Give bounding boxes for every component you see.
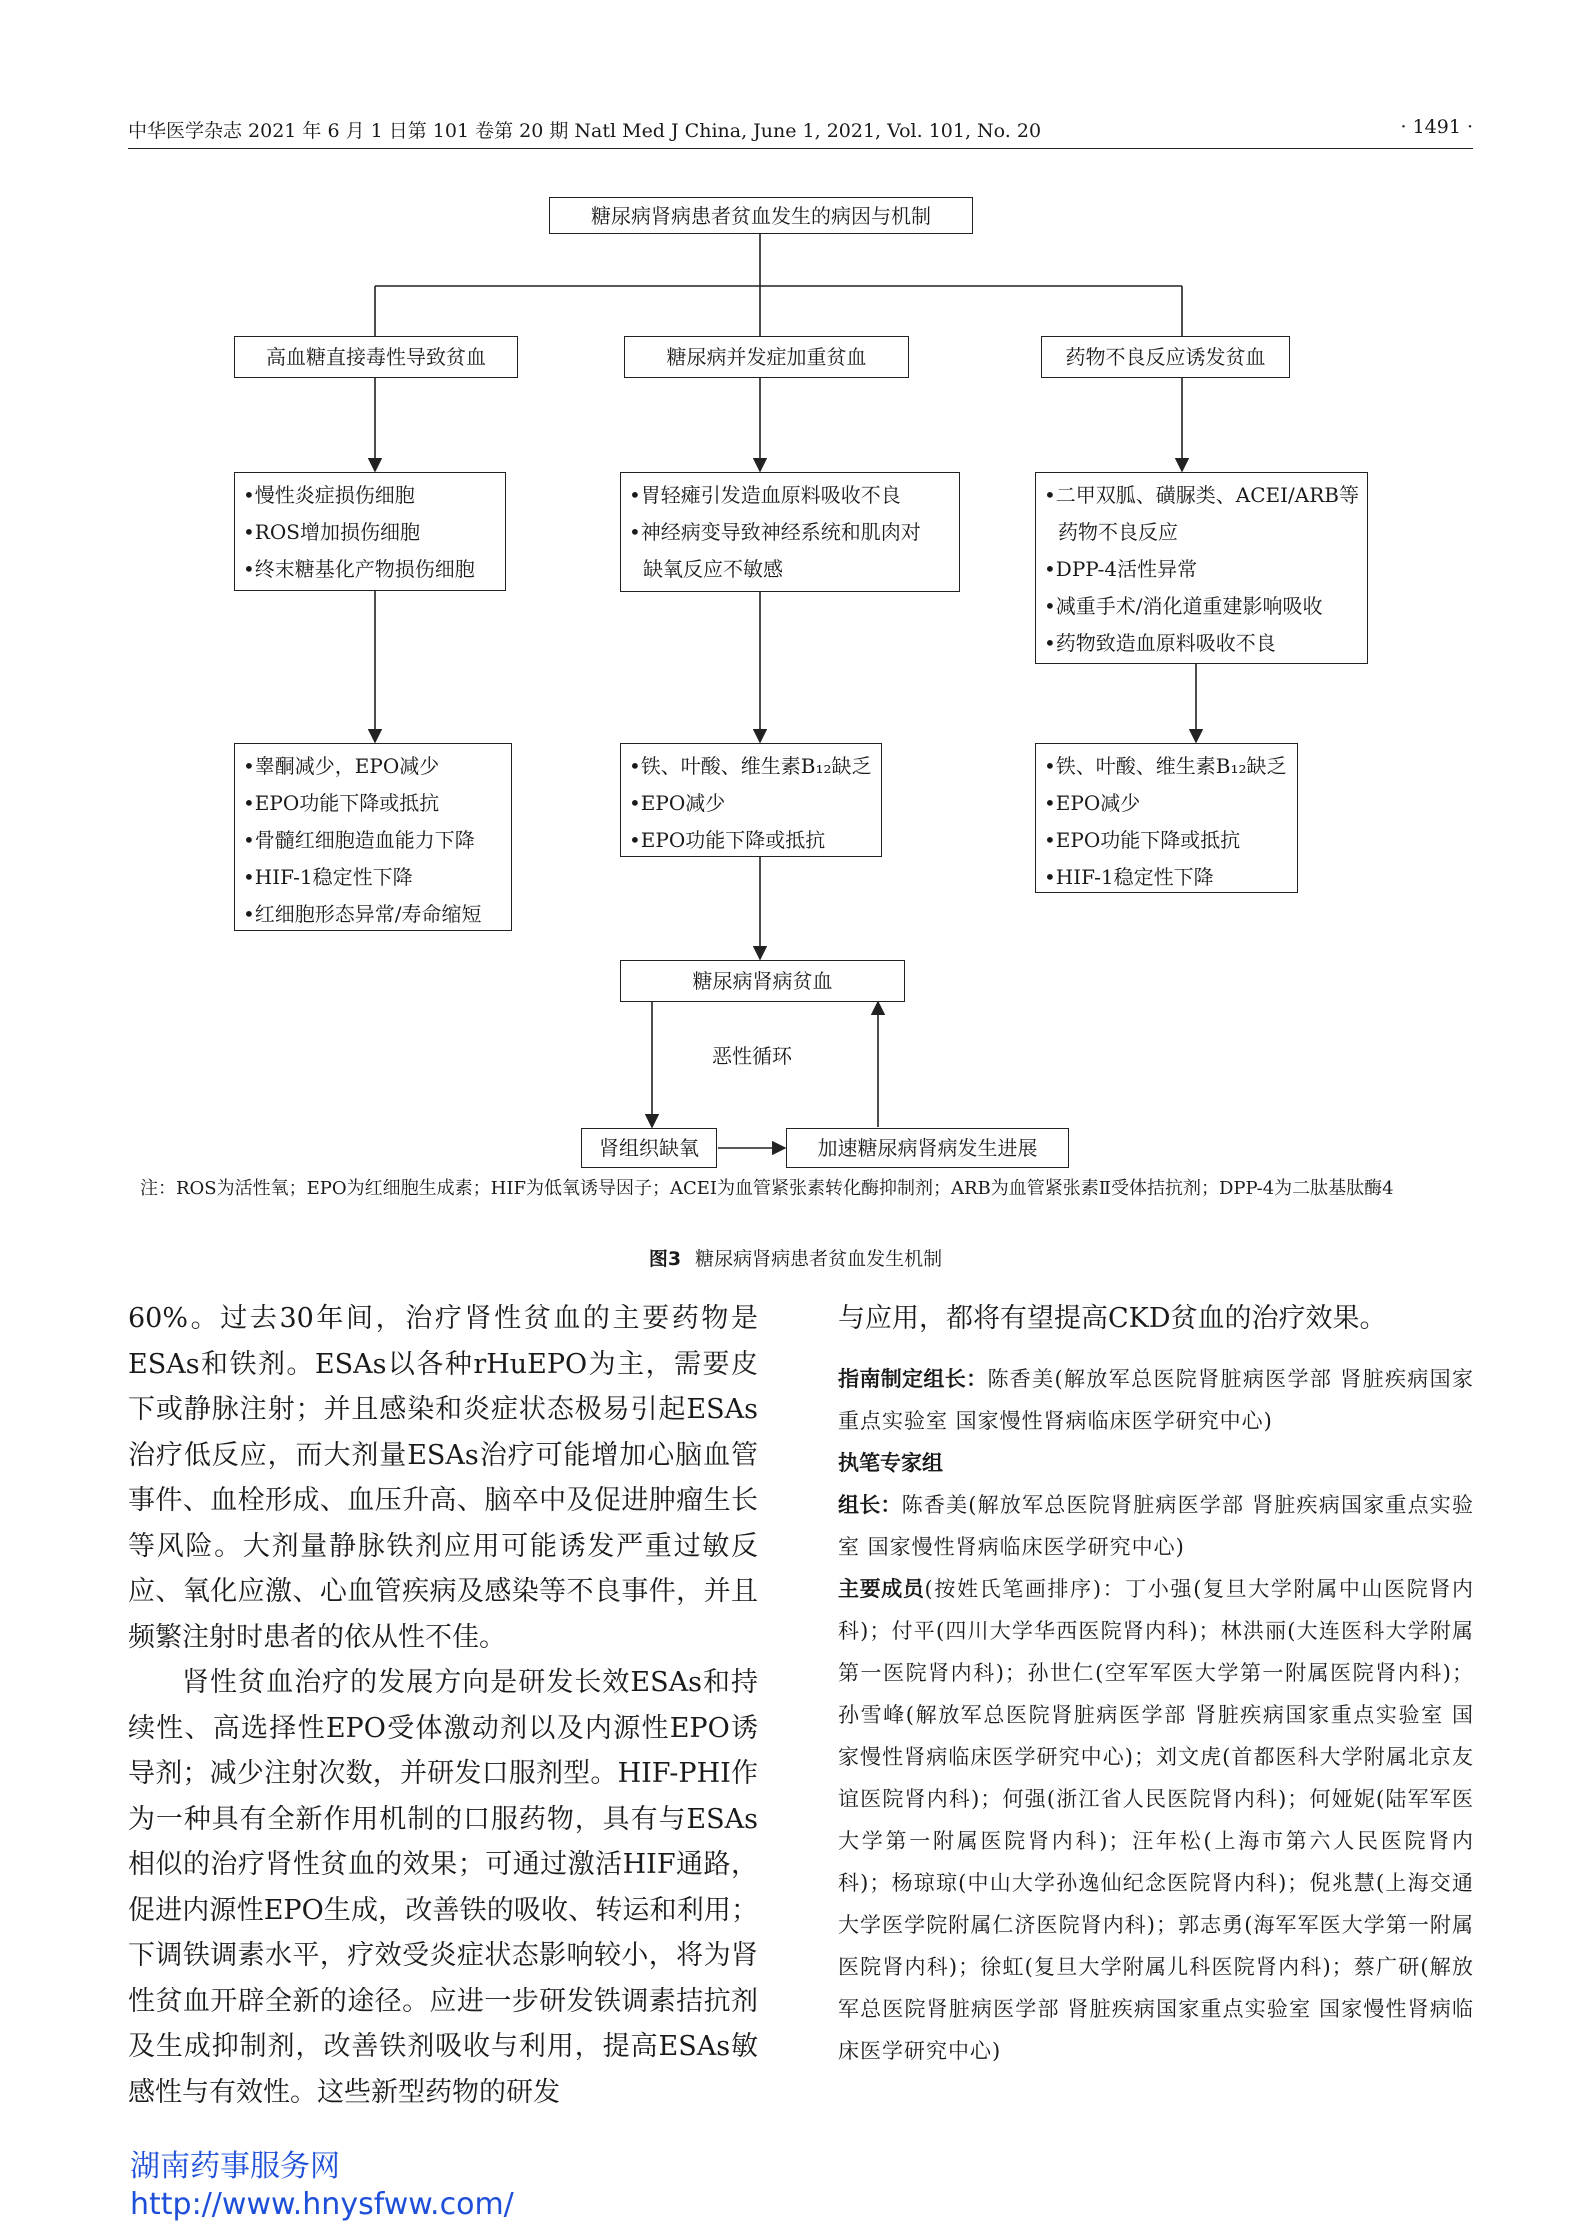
root-label: 糖尿病肾病患者贫血发生的病因与机制 [591,204,931,228]
list-item: •减重手术/消化道重建影响吸收 [1044,594,1323,618]
list-item: •慢性炎症损伤细胞 [243,483,415,507]
credit-text: 陈香美(解放军总医院肾脏病医学部 肾脏疾病国家重点实验室 国家慢性肾病临床医学研究中心) [838,1492,1474,1559]
figure-note: 注：ROS为活性氧；EPO为红细胞生成素；HIF为低氧诱导因子；ACEI为血管紧张素转化酶抑制剂；ARB为血管紧张素Ⅱ受体拮抗剂；DPP-4为二肽基肽酶4 [140,1178,1394,1199]
list-item: •HIF-1稳定性下降 [243,865,413,889]
outcome-label: 糖尿病肾病贫血 [692,969,833,993]
figure-title: 糖尿病肾病患者贫血发生机制 [695,1248,943,1270]
list-item: •DPP-4活性异常 [1044,557,1198,581]
branch-title: 高血糖直接毒性导致贫血 [266,345,486,369]
progression-label: 加速糖尿病肾病发生进展 [817,1136,1038,1160]
cause-box-complications [620,472,960,592]
watermark-url[interactable]: http://www.hnysfww.com/ [130,2187,514,2222]
list-item: •铁、叶酸、维生素B₁₂缺乏 [1044,754,1287,778]
list-item: •EPO功能下降或抵抗 [1044,828,1241,852]
branch-box-hyperglycemia [234,336,518,378]
list-item: •终末糖基化产物损伤细胞 [243,557,475,581]
list-item: •HIF-1稳定性下降 [1044,865,1214,889]
figure-caption [0,1244,1591,1271]
list-item: 缺氧反应不敏感 [643,557,783,581]
list-item: •药物致造血原料吸收不良 [1044,631,1276,655]
list-item: •红细胞形态异常/寿命缩短 [243,902,482,926]
body-right-column [838,1296,1474,2072]
list-item: •EPO功能下降或抵抗 [629,828,826,852]
list-item: •ROS增加损伤细胞 [243,520,420,544]
cause-box-hyperglycemia [234,472,506,591]
writing-panel-heading [838,1442,1474,1484]
credit-label: 执笔专家组 [838,1450,943,1475]
list-item: •EPO减少 [629,791,726,815]
panel-members [838,1568,1474,2072]
list-item: •神经病变导致神经系统和肌肉对 [629,520,921,544]
list-item: •EPO功能下降或抵抗 [243,791,440,815]
list-item: •EPO减少 [1044,791,1141,815]
credit-label: 主要成员 [838,1576,925,1601]
body-paragraph: 60%。过去30年间，治疗肾性贫血的主要药物是ESAs和铁剂。ESAs以各种rHuEPO为主，需要皮下或静脉注射；并且感染和炎症状态极易引起ESAs治疗低反应，而大剂量ESAs治疗可能增加心脑血管事件、血栓形成、血压升高、脑卒中及促进肿瘤生长等风险。大剂量静脉铁剂应用可能诱发严重过敏反应、氧化应激、心血管疾病及感染等不良事件，并且频繁注射时患者的依从性不佳。 [128,1303,758,1653]
panel-leader [838,1484,1474,1568]
hypoxia-box [581,1128,717,1168]
watermark [130,2148,514,2224]
root-box [549,197,973,234]
credit-text: (按姓氏笔画排序)：丁小强(复旦大学附属中山医院肾内科)；付平(四川大学华西医院肾内科)；林洪丽(大连医科大学附属第一医院肾内科)；孙世仁(空军军医大学第一附属医院肾内科)；孙雪峰(解放军总医院肾脏病医学部 肾脏疾病国家重点实验室 国家慢性肾病临床医学研究中心)；刘文虎(首都医科大学附属北京友谊医院肾内科)；何强(浙江省人民医院肾内科)；何娅妮(陆军军医大学第一附属医院肾内科)；汪年松(上海市第六人民医院肾内科)；杨琼琼(中山大学孙逸仙纪念医院肾内科)；倪兆慧(上海交通大学医学院附属仁济医院肾内科)；郭志勇(海军军医大学第一附属医院肾内科)；徐虹(复旦大学附属儿科医院肾内科)；蔡广研(解放军总医院肾脏病医学部 肾脏疾病国家重点实验室 国家慢性肾病临床医学研究中心) [838,1576,1475,2063]
branch-box-complications [624,336,909,378]
guideline-leader [838,1358,1474,1442]
credit-text: 陈香美(解放军总医院肾脏病医学部 肾脏疾病国家重点实验室 国家慢性肾病临床医学研究中心) [838,1366,1475,1433]
list-item: 药物不良反应 [1058,520,1178,544]
page-number: · 1491 · [1400,116,1473,138]
effect-box-hyperglycemia [234,743,512,931]
list-item: •二甲双胍、磺脲类、ACEI/ARB等 [1044,483,1359,507]
figure-number: 图3 [648,1248,682,1270]
vicious-cycle-label: 恶性循环 [712,1044,792,1068]
credit-label: 组长： [838,1492,902,1517]
body-paragraph: 肾性贫血治疗的发展方向是研发长效ESAs和持续性、高选择性EPO受体激动剂以及内源性EPO诱导剂；减少注射次数，并研发口服剂型。HIF-PHI作为一种具有全新作用机制的口服药物，具有与ESAs相似的治疗肾性贫血的效果；可通过激活HIF通路，促进内源性EPO生成，改善铁的吸收、转运和利用；下调铁调素水平，疗效受炎症状态影响较小，将为肾性贫血开辟全新的途径。应进一步研发铁调素拮抗剂及生成抑制剂，改善铁剂吸收与利用，提高ESAs敏感性与有效性。这些新型药物的研发 [128,1667,758,2108]
hypoxia-label: 肾组织缺氧 [599,1136,699,1160]
credit-label: 指南制定组长： [838,1366,988,1391]
outcome-box [620,960,905,1002]
cause-box-drug-reaction [1035,472,1368,664]
list-item: •胃轻瘫引发造血原料吸收不良 [629,483,901,507]
effect-box-drug-reaction [1035,743,1298,893]
journal-citation: 中华医学杂志 2021 年 6 月 1 日第 101 卷第 20 期 Natl Med J China, June 1, 2021, Vol. 101, No. 20 [128,120,1042,142]
branch-title: 糖尿病并发症加重贫血 [666,345,867,369]
branch-title: 药物不良反应诱发贫血 [1065,345,1266,369]
branch-box-drug-reaction [1041,336,1290,378]
progression-box [786,1128,1069,1168]
body-left-column [128,1296,758,2115]
effect-box-complications [620,743,882,857]
list-item: •骨髓红细胞造血能力下降 [243,828,475,852]
list-item: •铁、叶酸、维生素B₁₂缺乏 [629,754,872,778]
body-paragraph: 与应用，都将有望提高CKD贫血的治疗效果。 [838,1303,1387,1334]
watermark-name: 湖南药事服务网 [130,2149,340,2184]
list-item: •睾酮减少，EPO减少 [243,754,440,778]
